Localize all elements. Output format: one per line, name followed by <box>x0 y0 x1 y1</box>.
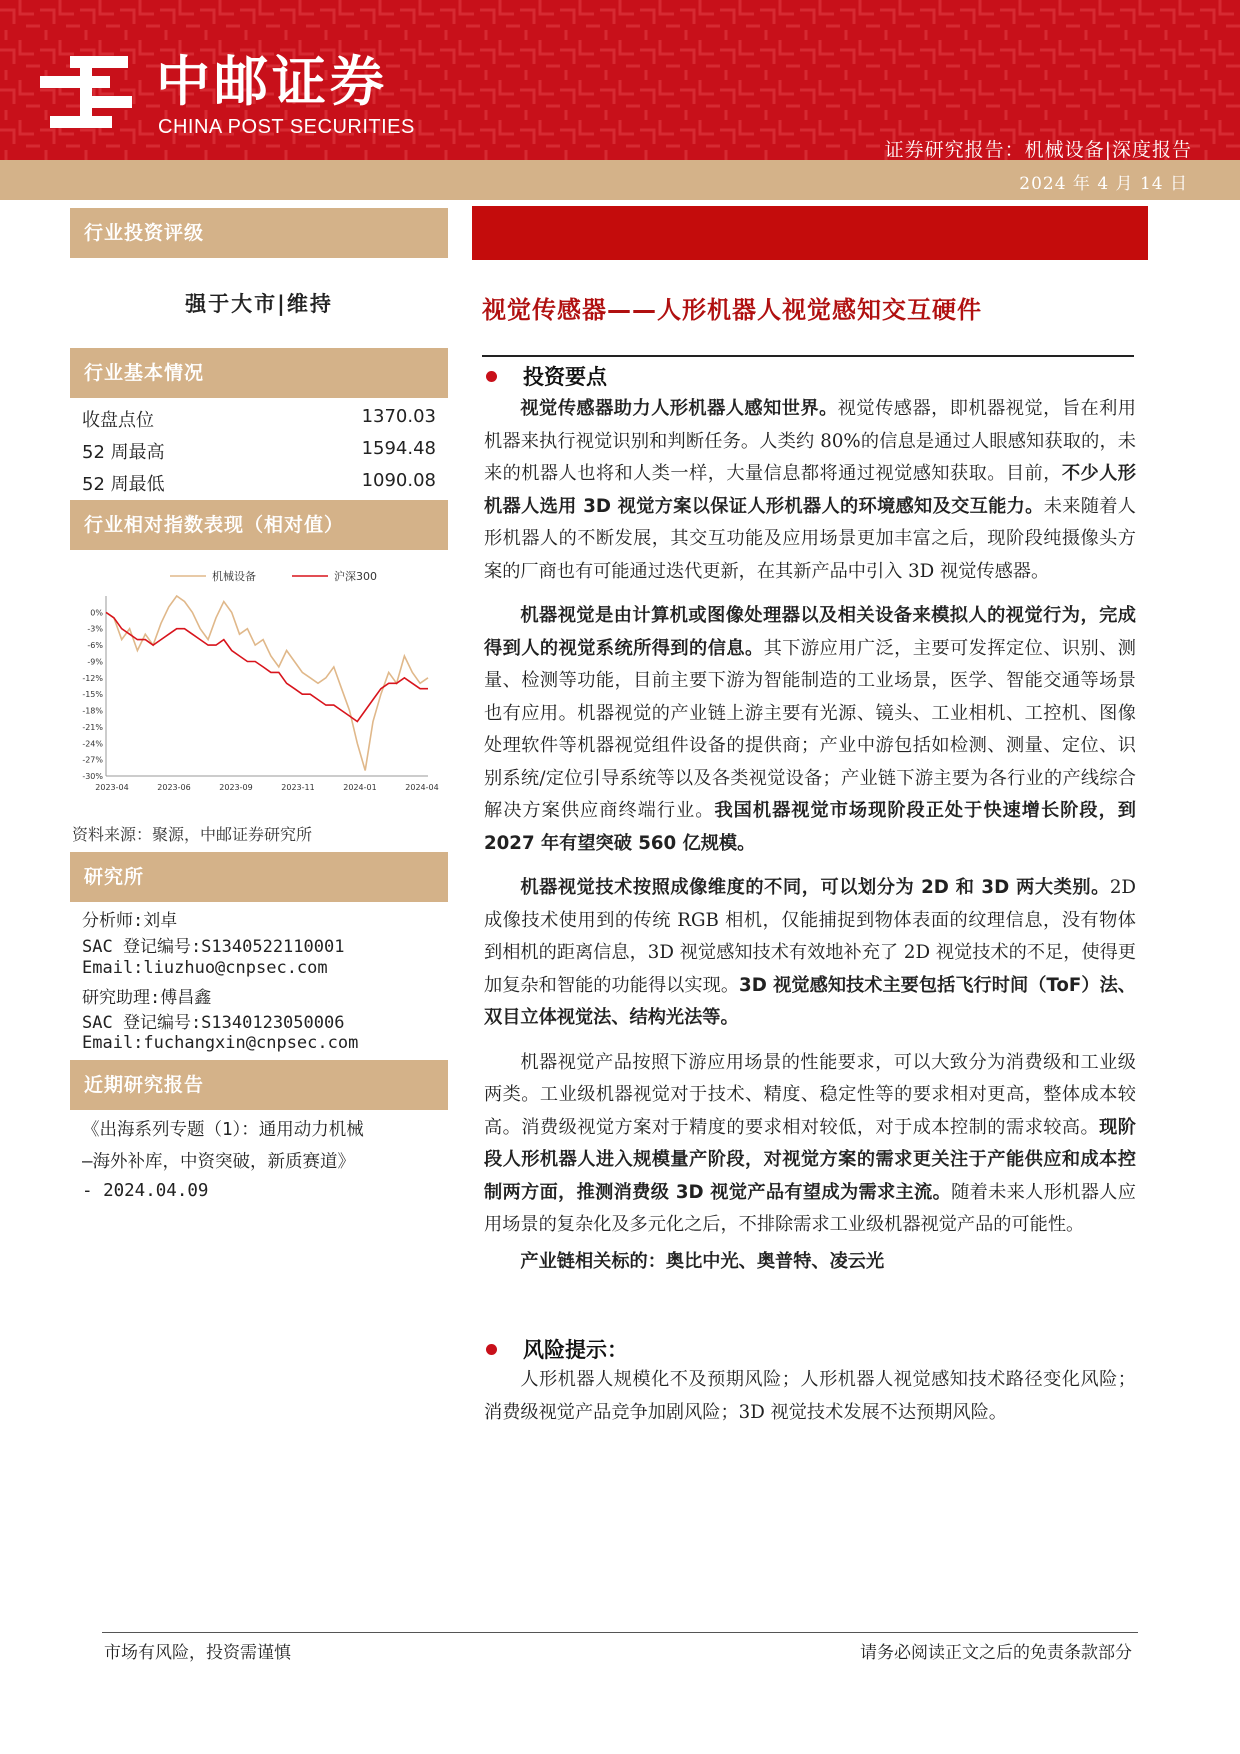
y-tick-label: -3% <box>87 624 103 634</box>
series-line-machinery <box>106 596 428 771</box>
analyst-info: SAC 登记编号:S1340522110001 <box>82 937 345 957</box>
brand-name-cn: 中邮证券 <box>156 50 388 113</box>
x-tick-label: 2023-11 <box>281 783 315 792</box>
research-heading: 研究所 <box>70 852 448 902</box>
x-tick-label: 2024-01 <box>343 783 377 792</box>
bullet-icon <box>486 371 497 382</box>
industry-rating: 强于大市|维持 <box>185 292 333 316</box>
x-tick-label: 2023-06 <box>157 783 191 792</box>
recent-report-title[interactable]: —海外补库，中资突破，新质赛道》 <box>82 1152 356 1172</box>
y-tick-label: -18% <box>82 706 103 716</box>
analyst-info: 研究助理:傅昌鑫 <box>82 988 212 1008</box>
y-tick-label: -9% <box>87 657 103 667</box>
paragraph <box>484 1047 1136 1242</box>
paragraph-text: 随着未来人形机器人应用场景的复杂化及多元化之后，不排除需求工业级机器视觉产品的可能性。 <box>484 1181 1136 1235</box>
analyst-email[interactable]: Email:liuzhuo@cnpsec.com <box>82 958 328 978</box>
paragraph <box>484 600 1136 860</box>
basics-label: 收盘点位 <box>82 410 154 431</box>
basics-label: 52 周最高 <box>82 442 165 463</box>
footer-disclaimer-right: 请务必阅读正文之后的免责条款部分 <box>860 1643 1132 1663</box>
paragraph-text: 机器视觉产品按照下游应用场景的性能要求，可以大致分为消费级和工业级两类。工业级机器视觉对于技术、精度、稳定性等的要求相对更高，整体成本较高。消费级视觉方案对于精度的要求相对较低，对于成本控制的需求较高。 <box>484 1051 1136 1138</box>
footer-divider <box>102 1632 1138 1633</box>
performance-heading: 行业相对指数表现（相对值） <box>70 500 448 550</box>
report-date: 2024 年 4 月 14 日 <box>1019 174 1188 194</box>
x-tick-label: 2023-09 <box>219 783 253 792</box>
y-tick-label: -30% <box>82 772 103 781</box>
legend-label: 沪深300 <box>334 570 377 583</box>
series-line-csi300 <box>106 612 428 721</box>
key-point: 视觉传感器助力人形机器人感知世界。 <box>520 398 838 419</box>
basics-value: 1370.03 <box>361 406 436 427</box>
y-tick-label: -12% <box>82 673 103 683</box>
paragraph <box>484 1246 1136 1279</box>
recent-report-date: - 2024.04.09 <box>82 1181 209 1201</box>
basics-label: 52 周最低 <box>82 474 165 495</box>
basics-heading: 行业基本情况 <box>70 348 448 398</box>
related-stocks: 产业链相关标的：奥比中光、奥普特、凌云光 <box>520 1250 885 1272</box>
analyst-info: SAC 登记编号:S1340123050006 <box>82 1013 345 1033</box>
analyst-email[interactable]: Email:fuchangxin@cnpsec.com <box>82 1033 359 1053</box>
bullet-icon <box>486 1344 497 1355</box>
footer-disclaimer-left: 市场有风险，投资需谨慎 <box>104 1643 291 1663</box>
key-point: 现阶段人形机器人进入规模量产阶段，对视觉方案的需求更关注于产能供应和成本控制两方面，推测消费级 3D 视觉产品有望成为需求主流。 <box>484 1116 1136 1203</box>
heading-label: 投资要点 <box>523 365 607 389</box>
report-title: 视觉传感器——人形机器人视觉感知交互硬件 <box>482 296 982 324</box>
chart-source: 资料来源：聚源，中邮证券研究所 <box>72 825 313 844</box>
date-bar <box>0 160 1240 200</box>
basics-row <box>82 406 436 432</box>
paragraph-text: 其下游应用广泛，主要可发挥定位、识别、测量、检测等功能，目前主要下游为智能制造的工业场景，医学、智能交通等场景也有应用。机器视觉的产业链上游主要有光源、镜头、工业相机、工控机、图像处理软件等机器视觉组件设备的提供商；产业中游包括如检测、测量、定位、识别系统/定位引导系统等以及各类视觉设备；产业链下游主要为各行业的产线综合解决方案供应商终端行业。 <box>484 637 1136 821</box>
paragraph <box>484 393 1136 588</box>
y-tick-label: -21% <box>82 722 103 732</box>
key-point: 机器视觉技术按照成像维度的不同，可以划分为 2D 和 3D 两大类别。 <box>520 877 1110 898</box>
paragraph-text: 未来随着人形机器人的不断发展，其交互功能及应用场景更加丰富之后，现阶段纯摄像头方案的厂商也有可能通过迭代更新，在其新产品中引入 3D 视觉传感器。 <box>484 495 1136 582</box>
y-tick-label: -24% <box>82 739 103 749</box>
key-point: 我国机器视觉市场现阶段正处于快速增长阶段，到 2027 年有望突破 560 亿规模。 <box>484 800 1136 854</box>
basics-row <box>82 438 436 464</box>
relative-performance-chart <box>70 560 448 800</box>
paragraph <box>484 872 1136 1035</box>
y-tick-label: -6% <box>87 641 103 651</box>
x-tick-label: 2023-04 <box>95 783 129 792</box>
title-divider <box>482 355 1134 357</box>
title-banner <box>472 206 1148 260</box>
key-point: 机器视觉是由计算机或图像处理器以及相关设备来模拟人的视觉行为，完成得到人的视觉系统所得到的信息。 <box>484 605 1136 659</box>
basics-value: 1090.08 <box>361 470 436 491</box>
china-post-logo-icon <box>40 56 136 128</box>
y-tick-label: 0% <box>90 608 103 618</box>
legend-label: 机械设备 <box>212 570 256 583</box>
report-header <box>0 0 1240 160</box>
rating-heading: 行业投资评级 <box>70 208 448 258</box>
recent-report-title[interactable]: 《出海系列专题（1）：通用动力机械 <box>82 1120 364 1140</box>
basics-row <box>82 470 436 496</box>
key-point: 不少人形机器人选用 3D 视觉方案以保证人形机器人的环境感知及交互能力。 <box>484 463 1136 517</box>
investment-highlights-heading <box>486 361 607 391</box>
heading-label: 风险提示： <box>523 1338 628 1362</box>
x-tick-label: 2024-04 <box>405 783 439 792</box>
y-tick-label: -15% <box>82 690 103 700</box>
y-tick-label: -27% <box>82 755 103 765</box>
risk-heading <box>486 1334 628 1364</box>
basics-value: 1594.48 <box>361 438 436 459</box>
recent-reports-heading: 近期研究报告 <box>70 1060 448 1110</box>
analyst-info: 分析师:刘卓 <box>82 911 178 931</box>
paragraph-text: 视觉传感器，即机器视觉，旨在利用机器来执行视觉识别和判断任务。人类约 80%的信息是通过人眼感知获取的，未来的机器人也将和人类一样，大量信息都将通过视觉感知获取。目前， <box>484 398 1136 484</box>
paragraph-text: 2D 成像技术使用到的传统 RGB 相机，仅能捕捉到物体表面的纹理信息，没有物体到相机的距离信息，3D 视觉感知技术有效地补充了 2D 视觉技术的不足，使得更加复杂和智能的功能得以实现。 <box>484 877 1136 996</box>
risk-body <box>484 1364 1136 1429</box>
report-type: 证券研究报告：机械设备|深度报告 <box>884 139 1192 160</box>
risk-text: 人形机器人规模化不及预期风险；人形机器人视觉感知技术路径变化风险；消费级视觉产品竞争加剧风险；3D 视觉技术发展不达预期风险。 <box>484 1369 1136 1423</box>
brand-name-en: CHINA POST SECURITIES <box>158 116 415 138</box>
key-point: 3D 视觉感知技术主要包括飞行时间（ToF）法、双目立体视觉法、结构光法等。 <box>484 974 1136 1028</box>
investment-body <box>484 393 1136 1278</box>
